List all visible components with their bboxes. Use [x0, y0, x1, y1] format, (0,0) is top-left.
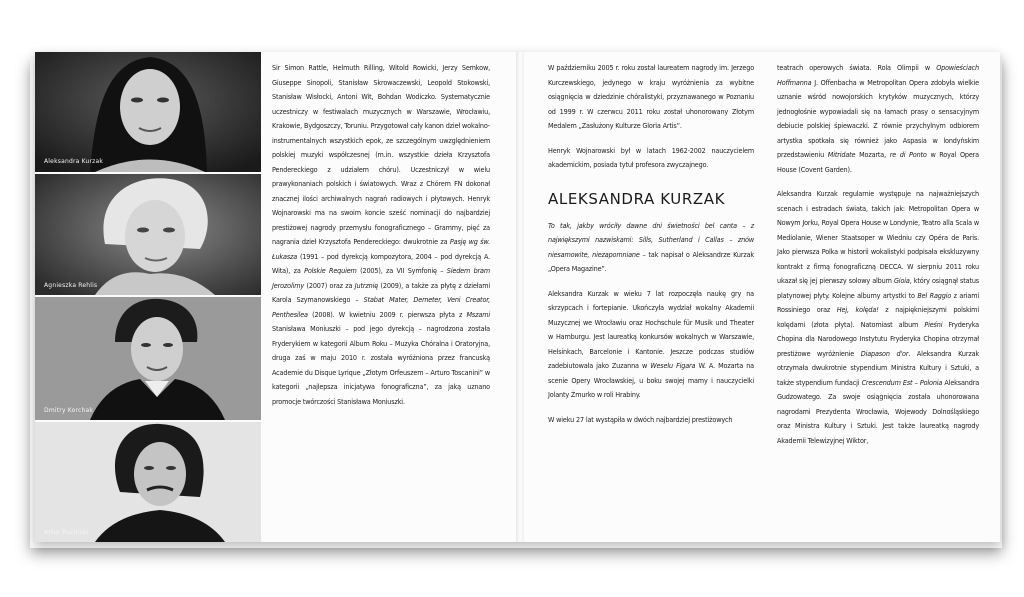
photo-caption: Aleksandra Kurzak — [44, 158, 104, 165]
paragraph: Aleksandra Kurzak regularnie występuje na najważniejszych scenach i estradach świata, takich jak: Metropolitan Opera w Nowym Jorku, Royal Opera House w Londynie, Teatro alla Scala w Mediolanie, Wiener Staatsoper w Wiedniu czy Opéra de Paris. Jako pierwsza Polka w historii wokalistyki podpisała ekskluzywny kontrakt z firmą fonograficzną DECCA. W sierpniu 2011 roku ukazał się jej pierwszy solowy album Gioia, który osiągnął status platynowej płyty. Kolejne albumy artystki to Bel Raggio z ariami Rossiniego oraz Hej, kolęda! z najpiękniejszymi polskimi kolędami (złota płyta). Natomiast album Pieśni Fryderyka Chopina dla Narodowego Instytutu Fryderyka Chopina otrzymał prestiżowe wyróżnienie Diapason d'or. Aleksandra Kurzak otrzymała dwukrotnie stypendium Ministra Kultury i Sztuki, a także stypendium fundacji Crescendum Est – Polonia Aleksandra Gudzowatego. Za swoje osiągnięcia została uhonorowana nagrodami Prezydenta Wrocławia, Wojewody Dolnośląskiego oraz Ministra Kultury i Sztuki. Jest także laureatką nagrody Akademii Telewizyjnej Wiktor, — [777, 189, 980, 445]
photo-caption: Dmitry Korchak — [44, 407, 94, 414]
text-column-1 — [272, 61, 490, 419]
paragraph: Aleksandra Kurzak w wieku 7 lat rozpoczęła naukę gry na skrzypcach i fortepianie. Ukończyła wydział wokalny Akademii Muzycznej we Wrocławiu oraz Hochschule für Musik und Theater w Hamburgu. Jest laureatką konkursów wokalnych w Warszawie, Helsinkach, Barcelonie i Kantonie. Jeszcze podczas studiów zadebiutowała jako Zuzanna w Weselu Figara W. A. Mozarta na scenie Opery Wrocławskiej, u boku swojej mamy i nauczycielki Jolanty Żmurko w roli Hrabiny. — [548, 288, 754, 399]
paragraph: W październiku 2005 r. roku został laureatem nagrody im. Jerzego Kurczewskiego, jedynego w kraju wyróżnienia za wybitne osiągnięcia w dziedzinie chóralistyki, przyznawanego w Poznaniu od 1999 r. W czerwcu 2011 roku został uhonorowany Złotym Medalem „Zasłużony Kulturze Gloria Artis”. — [548, 63, 754, 130]
photo-aleksandra-kurzak — [35, 52, 261, 172]
section-heading: ALEKSANDRA KURZAK — [548, 189, 726, 208]
booklet-spread — [35, 52, 1000, 542]
photo-artur-rucinski — [35, 422, 261, 542]
page-fold — [516, 52, 524, 542]
photo-dmitry-korchak — [35, 297, 261, 420]
photo-caption: Artur Rucinski — [44, 529, 89, 536]
photo-column — [35, 52, 261, 542]
quote-paragraph: To tak, jakby wróciły dawne dni świetności bel canta – z największymi nazwiskami: Sills, Sutherland i Callas – znów niesamowite, niezapomniane – tak napisał o Aleksandrze Kurzak „Opera Magazine”. — [548, 220, 754, 273]
photo-agnieszka-rehlis — [35, 174, 261, 295]
text-column-3 — [777, 61, 979, 458]
paragraph: Henryk Wojnarowski był w latach 1962-2002 nauczycielem akademickim, posiada tytuł profesora zwyczajnego. — [548, 145, 754, 169]
paragraph: Sir Simon Rattle, Helmuth Rilling, Witold Rowicki, Jerzy Semkow, Giuseppe Sinopoli, Stanisław Skrowaczewski, Leopold Stokowski, Stanisław Wisłocki, Antoni Wit, Bohdan Wodiczko. Systematycznie uczestniczy w festiwalach muzycznych w Warszawie, Wrocławiu, Krakowie, Bydgoszczy, Toruniu. Przygotował cały kanon dzieł wokalno-instrumentalnych wszystkich epok, ze szczególnym uwzględnieniem polskiej muzyki współczesnej (m.in. wszystkie dzieła Krzysztofa Pendereckiego z udziałem chóru). Uczestniczył w wielu prawykonaniach polskich i światowych. Wraz z Chórem FN dokonał znacznej ilości archiwalnych nagrań radiowych i płytowych. Henryk Wojnarowski ma na swoim koncie sześć nominacji do najbardziej prestiżowej nagrody przemysłu fonograficznego – Grammy, pięć za nagrania dzieł Krzysztofa Pendereckiego: dwukrotnie za Pasję wg św. Łukasza (1991 – pod dyrekcją kompozytora, 2004 – pod dyrekcją A. Wita), za Polskie Requiem (2005), za VII Symfonię – Siedem bram Jerozolimy (2007) oraz za Jutrznię (2009), a także za płytę z dziełami Karola Szymanowskiego – Stabat Mater, Demeter, Veni Creator, Penthesilea (2008). W kwietniu 2009 r. pierwsza płyta z Mszami Stanisława Moniuszki – pod jego dyrekcją – nagrodzona została Fryderykiem w kategorii Album Roku – Muzyka Chóralna i Oratoryjna, druga zaś w maju 2010 r. została wyróżniona przez francuską Academie du Disque Lyrique „Złotym Orfeuszem – Arturo Toscanini” w kategorii „najlepsza inicjatywa fonograficzna”, za jaką uznano promocje twórczości Stanisława Moniuszki. — [272, 63, 490, 406]
paragraph: teatrach operowych świata. Rola Olimpii w Opowieściach Hoffmanna J. Offenbacha w Metropolitan Opera zdobyła wielkie uznanie wśród nowojorskich krytyków muzycznych, którzy jednogłośnie wypowiadali się na łamach prasy o sensacyjnym debiucie polskiej śpiewaczki. Z równie przychylnym odbiorem artystka spotkała się również jako Aspasia w londyńskim przedstawieniu Mitridate Mozarta, re di Ponto w Royal Opera House (Covent Garden). — [777, 63, 979, 174]
paragraph: W wieku 27 lat wystąpiła w dwóch najbardziej prestiżowych — [548, 414, 733, 424]
photo-caption: Agnieszka Rehlis — [44, 282, 98, 289]
text-column-2 — [548, 61, 754, 437]
